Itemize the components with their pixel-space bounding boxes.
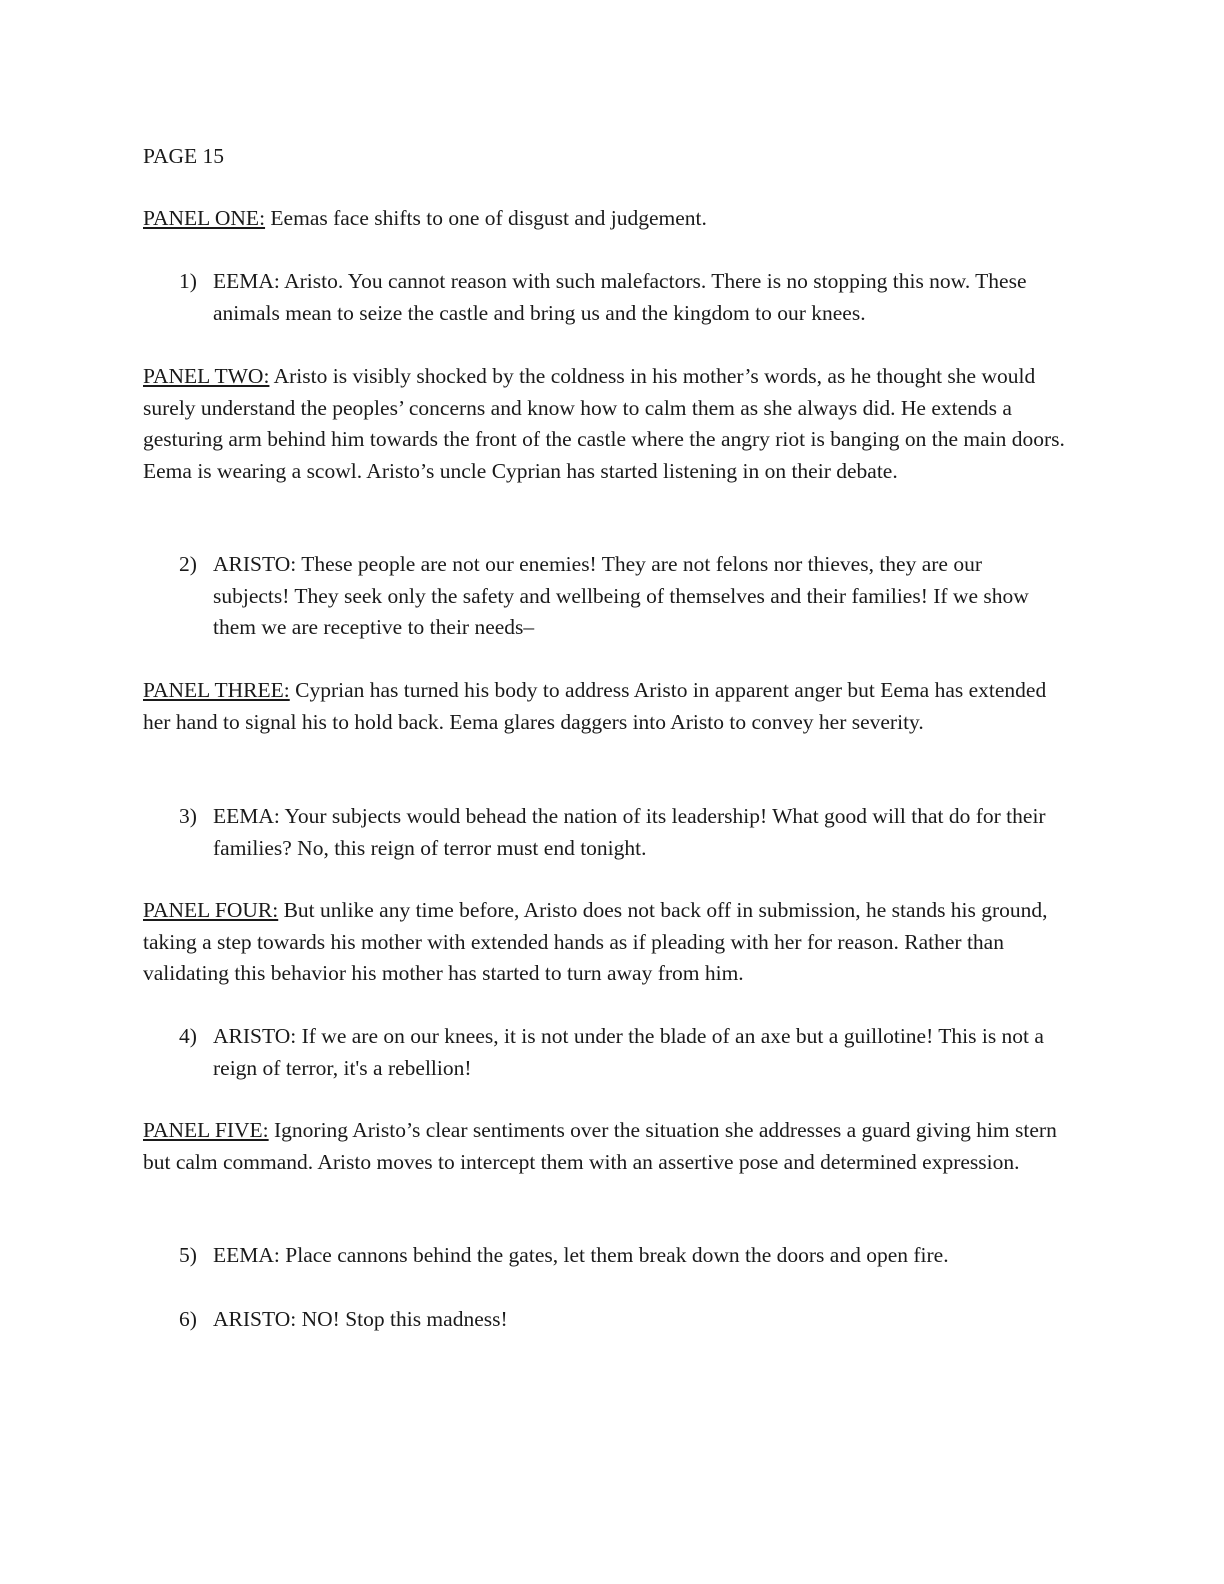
dialogue-text: ARISTO: If we are on our knees, it is not under the blade of an axe but a guillotine! This is not a reign of terror, it's a rebellion! [213, 1024, 1044, 1080]
panel-five-description [143, 1115, 1078, 1178]
dialogue-number: 2) [179, 552, 197, 576]
dialogue-number: 5) [179, 1243, 197, 1267]
script-page [143, 140, 1083, 1331]
dialogue-number: 4) [179, 1024, 197, 1048]
panel-two-description [143, 361, 1078, 487]
panel-one-text: Eemas face shifts to one of disgust and judgement. [265, 206, 707, 230]
panel-one-label: PANEL ONE: [143, 206, 266, 230]
dialogue-text: EEMA: Place cannons behind the gates, let them break down the doors and open fire. [213, 1243, 949, 1267]
panel-five-label: PANEL FIVE: [143, 1118, 269, 1142]
panel-three-label: PANEL THREE: [143, 678, 290, 702]
dialogue-text: ARISTO: These people are not our enemies! They are not felons nor thieves, they are our subjects! They seek only the safety and wellbeing of themselves and their families! If we show them we are receptive to their needs– [213, 552, 1029, 639]
panel-four-label: PANEL FOUR: [143, 898, 279, 922]
panel-four-description [143, 895, 1078, 990]
panel-two-text: Aristo is visibly shocked by the coldness in his mother’s words, as he thought she would surely understand the peoples’ concerns and know how to calm them as she always did. He extends a gesturing arm behind him towards the front of the castle where the angry riot is banging on the main doors. Eema is wearing a scowl. Aristo’s uncle Cyprian has started listening in on their debate. [143, 364, 1065, 483]
dialogue-number: 6) [179, 1307, 197, 1331]
dialogue-text: EEMA: Aristo. You cannot reason with such malefactors. There is no stopping this now. These animals mean to seize the castle and bring us and the kingdom to our knees. [213, 269, 1027, 325]
panel-five-text: Ignoring Aristo’s clear sentiments over the situation she addresses a guard giving him stern but calm command. Aristo moves to intercept them with an assertive pose and determined expression. [143, 1118, 1057, 1174]
panel-three-text: Cyprian has turned his body to address Aristo in apparent anger but Eema has extended her hand to signal his to hold back. Eema glares daggers into Aristo to convey her severity. [143, 678, 1047, 734]
dialogue-number: 3) [179, 804, 197, 828]
page-heading: PAGE 15 [143, 144, 225, 168]
dialogue-line-6 [179, 1304, 1059, 1336]
dialogue-text: ARISTO: NO! Stop this madness! [213, 1307, 508, 1331]
panel-four-text: But unlike any time before, Aristo does not back off in submission, he stands his ground, taking a step towards his mother with extended hands as if pleading with her for reason. Rather than validating this behavior his mother has started to turn away from him. [143, 898, 1048, 985]
dialogue-line-5 [179, 1240, 1059, 1272]
dialogue-line-1 [179, 266, 1059, 329]
dialogue-line-2 [179, 549, 1059, 644]
panel-two-label: PANEL TWO: [143, 364, 270, 388]
panel-three-description [143, 675, 1078, 738]
dialogue-number: 1) [179, 269, 197, 293]
dialogue-line-3 [179, 801, 1059, 864]
dialogue-line-4 [179, 1021, 1059, 1084]
panel-one-description [143, 203, 1078, 235]
dialogue-text: EEMA: Your subjects would behead the nation of its leadership! What good will that do for their families? No, this reign of terror must end tonight. [213, 804, 1046, 860]
